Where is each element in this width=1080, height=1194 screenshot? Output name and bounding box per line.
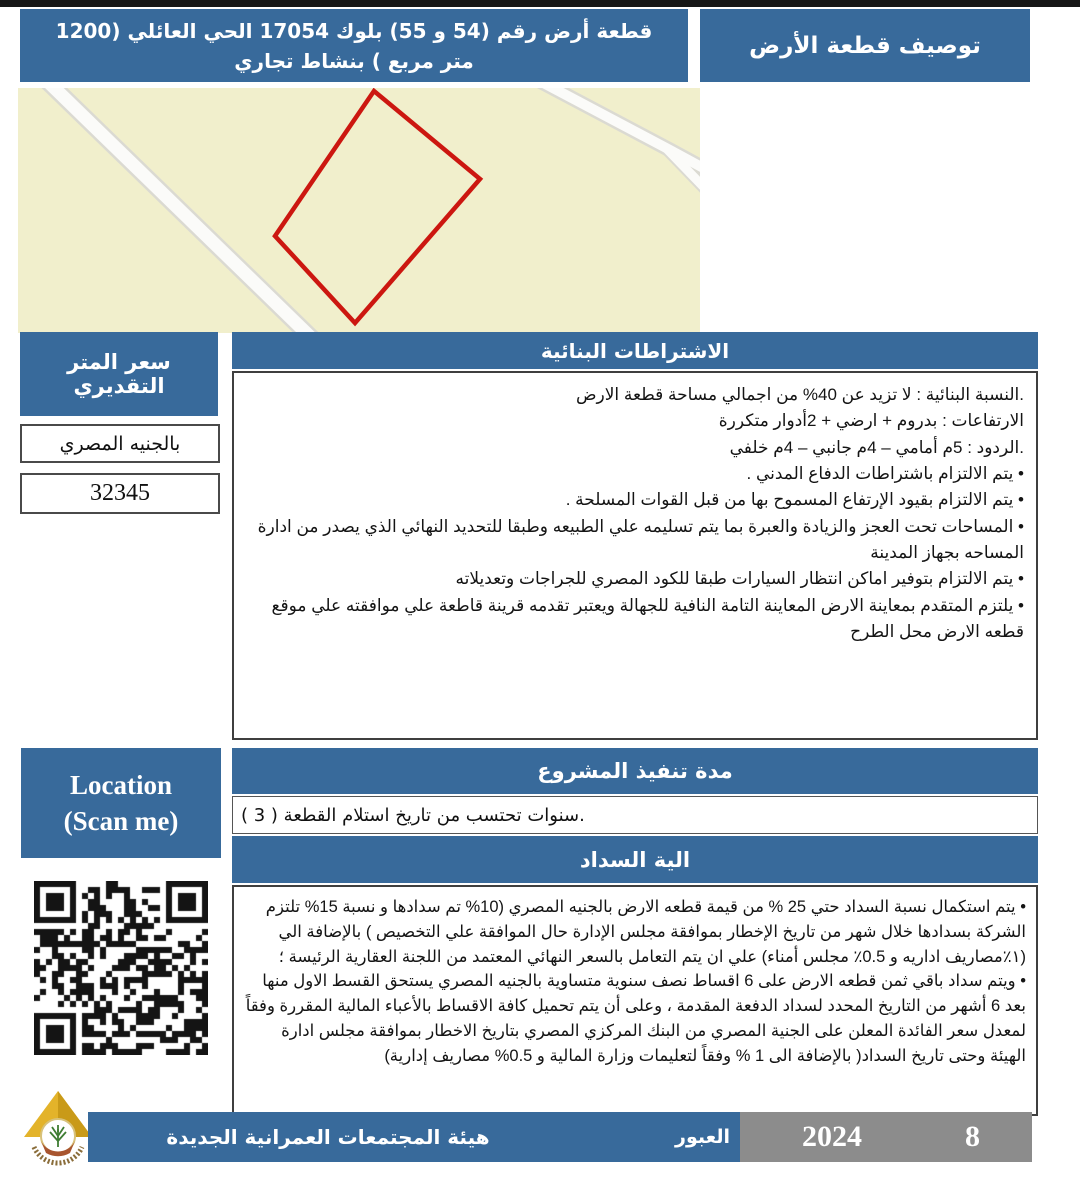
qr-code bbox=[27, 874, 215, 1062]
requirement-item: • يتم الالتزام بتوفير اماكن انتظار السيارات طبقا للكود المصري للجراجات وتعديلاته bbox=[455, 569, 1024, 589]
footer-page-number: 8 bbox=[965, 1120, 980, 1153]
page-title: توصيف قطعة الأرض bbox=[700, 9, 1030, 82]
scan-edge-strip bbox=[0, 0, 1080, 7]
footer-city-name: العبور bbox=[675, 1126, 730, 1148]
location-map bbox=[18, 88, 700, 333]
project-duration-value: .سنوات تحتسب من تاريخ استلام القطعة ( 3 ) bbox=[232, 796, 1038, 834]
requirement-item: • يتم الالتزام بقيود الإرتفاع المسموح بها من قبل القوات المسلحة . bbox=[565, 490, 1024, 510]
plot-description-box: قطعة أرض رقم (54 و 55) بلوك 17054 الحي العائلي (1200 متر مربع ) بنشاط تجاري bbox=[20, 9, 688, 82]
scan-me-label: (Scan me) bbox=[63, 806, 179, 836]
price-value: 32345 bbox=[20, 473, 220, 514]
requirement-item: • المساحات تحت العجز والزيادة والعبرة بما يتم تسليمه علي الطبيعه وطبقا للتحديد النهائي الذي يصدر من ادارة المساحه بجهاز المدينة bbox=[257, 516, 1024, 563]
payment-item: • ويتم سداد باقي ثمن قطعه الارض على 6 اقساط نصف سنوية متساوية بالجنيه المصري يستحق القسط الاول منها بعد 6 أشهر من التاريخ المحدد لسداد الدفعة المقدمة ، وعلى أن يتم تحميل كافة الاقساط بالأعباء المالية المقررة وفقاً لمعدل سعر الفائدة المعلن على الجنية المصري من البنك المركزي المصري بتاريخ الاخطار بموافقة مجلس ادارة الهيئة وحتى تاريخ السداد( بالإضافة الى 1 % وفقاً لتعليمات وزارة المالية و 0.5% مصاريف إدارية) bbox=[245, 972, 1026, 1065]
footer-bar bbox=[88, 1112, 740, 1162]
payment-item: • يتم استكمال نسبة السداد حتي 25 % من قيمة قطعه الارض بالجنيه المصري (10% تم سدادها و نسبة 15% تلتزم الشركة بسدادها خلال شهر من تاريخ الإخطار بموافقة مجلس الإدارة حال الموافقة علي التخصيص ) بالإضافة الي (١٪مصاريف اداريه و 0.5٪ مجلس أمناء) علي ان يتم التعامل بالسعر النهائي المعتمد من اللجنة العقارية الرئيسة ؛ bbox=[265, 898, 1026, 966]
project-duration-header: مدة تنفيذ المشروع bbox=[232, 748, 1038, 794]
footer-year: 2024 bbox=[802, 1120, 862, 1153]
footer-authority-name: هيئة المجتمعات العمرانية الجديدة bbox=[166, 1125, 490, 1149]
plot-boundary-outline bbox=[275, 91, 480, 323]
payment-method-body bbox=[232, 885, 1038, 1116]
requirement-item: .النسبة البنائية : لا تزيد عن 40% من اجمالي مساحة قطعة الارض bbox=[575, 385, 1024, 404]
payment-method-header: الية السداد bbox=[232, 836, 1038, 883]
location-label: Location bbox=[69, 769, 172, 800]
qr-code-image bbox=[34, 881, 208, 1055]
requirement-item: • يتم الالتزام باشتراطات الدفاع المدني . bbox=[746, 464, 1024, 484]
location-scan-header bbox=[21, 748, 221, 858]
footer-year-page-bar bbox=[740, 1112, 1032, 1162]
map-graphics bbox=[18, 88, 700, 333]
building-requirements-body bbox=[232, 371, 1038, 740]
currency-label: بالجنيه المصري bbox=[20, 424, 220, 463]
building-requirements-header: الاشتراطات البنائية bbox=[232, 332, 1038, 369]
requirement-item: .الردود : 5م أمامي – 4م جانبي – 4م خلفي bbox=[729, 437, 1024, 457]
price-per-meter-header: سعر المتر التقديري bbox=[20, 332, 218, 416]
requirement-item: الارتفاعات : بدروم + ارضي + 2أدوار متكررة bbox=[718, 411, 1024, 431]
road bbox=[40, 88, 330, 333]
requirement-item: • يلتزم المتقدم بمعاينة الارض المعاينة التامة النافية للجهالة ويعتبر تقدمه قرينة قاطعة علي موافقته علي موقع قطعه الارض محل الطرح bbox=[271, 595, 1024, 642]
